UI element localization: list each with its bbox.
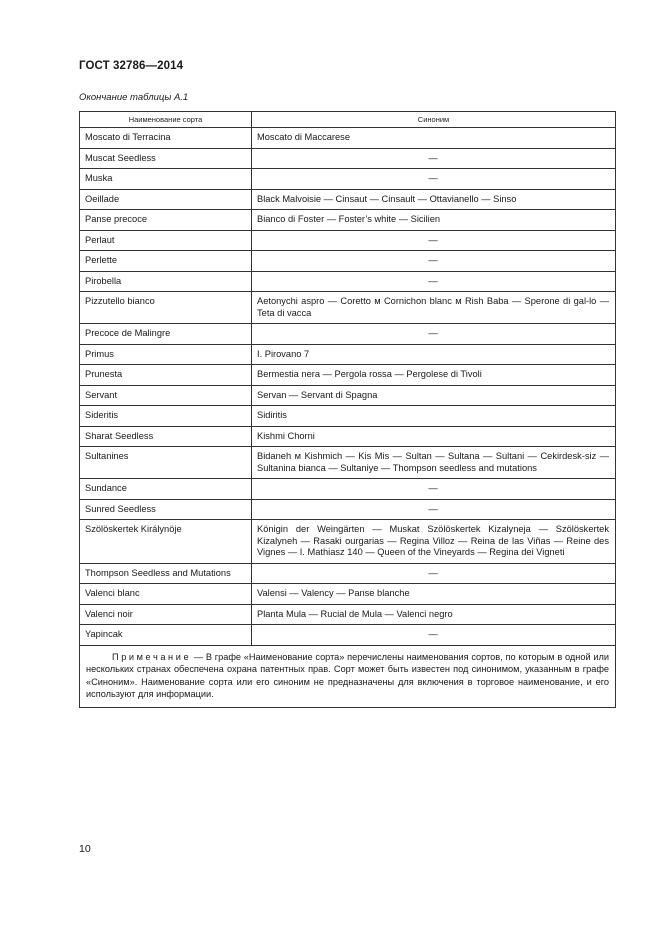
variety-name-cell: Precoce de Malingre bbox=[80, 324, 252, 345]
synonym-cell: I. Pirovano 7 bbox=[252, 344, 616, 365]
table-row bbox=[80, 324, 616, 345]
variety-name-cell: Yapincak bbox=[80, 625, 252, 646]
variety-name-cell: Prunesta bbox=[80, 365, 252, 386]
variety-name-cell: Sideritis bbox=[80, 406, 252, 427]
table-row bbox=[80, 604, 616, 625]
synonym-cell: Bidaneh м Kishmich — Kis Mis — Sultan — Sultana — Sultani — Cekirdesk-siz — Sultanina bianca — Sultaniye — Thompson seedless and mutations bbox=[252, 447, 616, 479]
synonym-cell: — bbox=[252, 230, 616, 251]
table-row bbox=[80, 148, 616, 169]
table-row bbox=[80, 426, 616, 447]
synonym-cell: — bbox=[252, 479, 616, 500]
table-row bbox=[80, 563, 616, 584]
synonym-cell: Black Malvoisie — Cinsaut — Cinsault — Ottavianello — Sinso bbox=[252, 189, 616, 210]
synonym-cell: Valensi — Valency — Panse blanche bbox=[252, 584, 616, 605]
synonym-cell: — bbox=[252, 148, 616, 169]
table-header-row bbox=[80, 112, 616, 128]
variety-name-cell: Sunred Seedless bbox=[80, 499, 252, 520]
varieties-table bbox=[79, 111, 616, 708]
table-row bbox=[80, 520, 616, 564]
note-text: — В графе «Наименование сорта» перечислены наименования сортов, по которым в одной или нескольких странах обеспечена охрана патентных прав. Сорт может быть известен под синонимом, указанным в графе «Синоним». Наименование сорта или его синоним не предназначены для включения в торговое наименование, и его используют для информации. bbox=[86, 651, 609, 699]
synonym-cell: Servan — Servant di Spagna bbox=[252, 385, 616, 406]
page-number: 10 bbox=[79, 843, 91, 855]
variety-name-cell: Oeillade bbox=[80, 189, 252, 210]
table-caption: Окончание таблицы А.1 bbox=[79, 92, 189, 103]
table-row bbox=[80, 625, 616, 646]
synonym-cell: Kishmi Chorni bbox=[252, 426, 616, 447]
note-label: Примечание bbox=[112, 651, 192, 662]
synonym-cell: — bbox=[252, 169, 616, 190]
synonym-cell: Moscato di Maccarese bbox=[252, 128, 616, 149]
variety-name-cell: Valenci noir bbox=[80, 604, 252, 625]
variety-name-cell: Pirobella bbox=[80, 271, 252, 292]
table-note bbox=[80, 645, 616, 707]
synonym-cell: — bbox=[252, 271, 616, 292]
variety-name-cell: Pizzutello bianco bbox=[80, 292, 252, 324]
table-row bbox=[80, 271, 616, 292]
table-row bbox=[80, 251, 616, 272]
synonym-cell: — bbox=[252, 625, 616, 646]
synonym-cell: Bermestia nera — Pergola rossa — Pergolese di Tivoli bbox=[252, 365, 616, 386]
table-row bbox=[80, 292, 616, 324]
variety-name-cell: Thompson Seedless and Mutations bbox=[80, 563, 252, 584]
synonym-cell: — bbox=[252, 563, 616, 584]
table-row bbox=[80, 344, 616, 365]
variety-name-cell: Panse precoce bbox=[80, 210, 252, 231]
table-row bbox=[80, 230, 616, 251]
document-header: ГОСТ 32786—2014 bbox=[79, 60, 184, 72]
synonym-cell: — bbox=[252, 324, 616, 345]
synonym-cell: — bbox=[252, 499, 616, 520]
column-header-synonym: Синоним bbox=[252, 112, 616, 128]
variety-name-cell: Valenci blanc bbox=[80, 584, 252, 605]
table-row bbox=[80, 499, 616, 520]
variety-name-cell: Szölöskertek Királynöje bbox=[80, 520, 252, 564]
table-row bbox=[80, 584, 616, 605]
variety-name-cell: Sundance bbox=[80, 479, 252, 500]
table-row bbox=[80, 385, 616, 406]
variety-name-cell: Perlaut bbox=[80, 230, 252, 251]
column-header-variety: Наименование сорта bbox=[80, 112, 252, 128]
synonym-cell: Sidiritis bbox=[252, 406, 616, 427]
variety-name-cell: Perlette bbox=[80, 251, 252, 272]
note-row bbox=[80, 645, 616, 707]
table-row bbox=[80, 210, 616, 231]
variety-name-cell: Moscato di Terracina bbox=[80, 128, 252, 149]
table-row bbox=[80, 365, 616, 386]
synonym-cell: Aetonychi aspro — Coretto м Cornichon blanc м Rish Baba — Sperone di gal-lo — Teta di vacca bbox=[252, 292, 616, 324]
table-body bbox=[80, 128, 616, 646]
variety-name-cell: Muscat Seedless bbox=[80, 148, 252, 169]
table-row bbox=[80, 189, 616, 210]
variety-name-cell: Servant bbox=[80, 385, 252, 406]
synonym-cell: — bbox=[252, 251, 616, 272]
synonym-cell: Königin der Weingärten — Muskat Szölöskertek Kizalyneja — Szölöskertek Kizalyneh — Rasaki ourgarias — Regina Villoz — Reina de las Viñas — Reine des Vignes — I. Mathiasz 140 — Queen of the Vineyards — Regina dei Vigneti bbox=[252, 520, 616, 564]
table-row bbox=[80, 406, 616, 427]
variety-name-cell: Muska bbox=[80, 169, 252, 190]
table-row bbox=[80, 128, 616, 149]
variety-name-cell: Primus bbox=[80, 344, 252, 365]
synonym-cell: Planta Mula — Rucial de Mula — Valenci negro bbox=[252, 604, 616, 625]
variety-name-cell: Sultanines bbox=[80, 447, 252, 479]
variety-name-cell: Sharat Seedless bbox=[80, 426, 252, 447]
table-row bbox=[80, 479, 616, 500]
table-row bbox=[80, 169, 616, 190]
synonym-cell: Bianco di Foster — Foster’s white — Sicilien bbox=[252, 210, 616, 231]
table-row bbox=[80, 447, 616, 479]
